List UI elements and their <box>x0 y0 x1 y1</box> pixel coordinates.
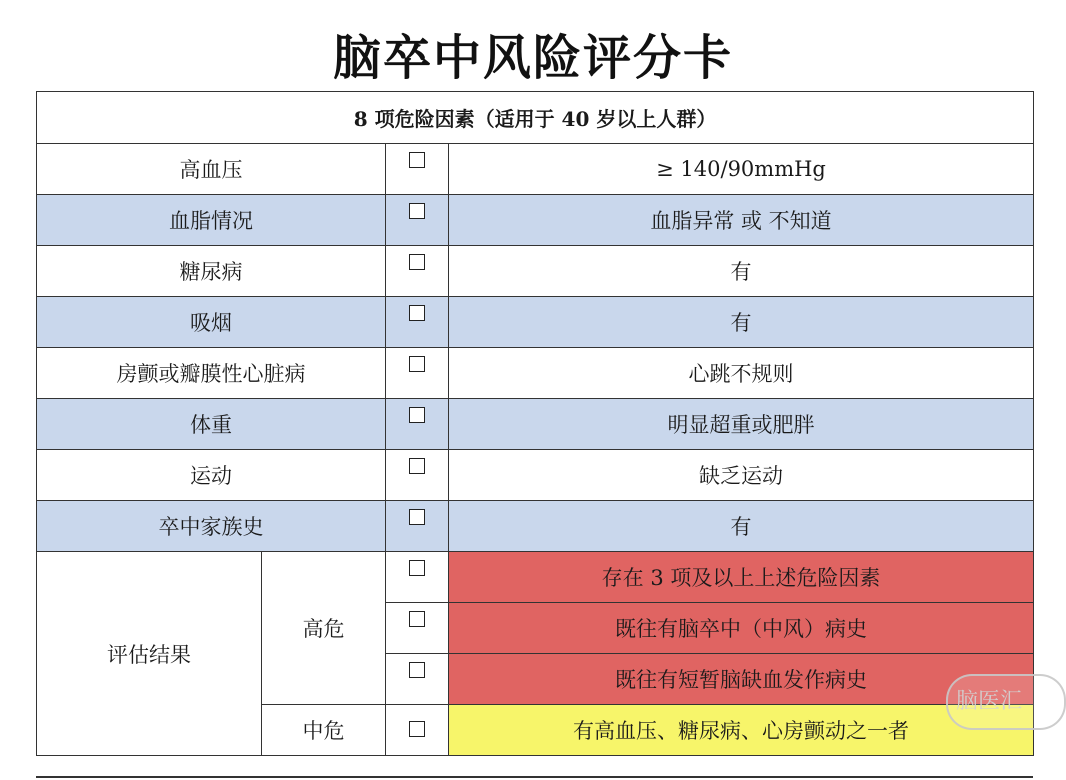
factor-criterion: 血脂异常 或 不知道 <box>449 195 1034 246</box>
checkbox[interactable] <box>409 407 425 423</box>
high-risk-item: 存在 3 项及以上上述危险因素 <box>449 552 1034 603</box>
factor-name: 体重 <box>37 399 386 450</box>
factor-name: 高血压 <box>37 144 386 195</box>
factor-row <box>37 297 1034 348</box>
checkbox[interactable] <box>409 203 425 219</box>
factor-checkbox-cell[interactable] <box>386 195 449 246</box>
factor-criterion: 有 <box>449 501 1034 552</box>
factor-criterion: 有 <box>449 297 1034 348</box>
checkbox[interactable] <box>409 509 425 525</box>
high-risk-item: 既往有脑卒中（中风）病史 <box>449 603 1034 654</box>
risk-score-table <box>36 91 1034 756</box>
factor-checkbox-cell[interactable] <box>386 144 449 195</box>
factor-checkbox-cell[interactable] <box>386 501 449 552</box>
factor-row <box>37 246 1034 297</box>
factor-name: 房颤或瓣膜性心脏病 <box>37 348 386 399</box>
checkbox[interactable] <box>409 356 425 372</box>
factor-checkbox-cell[interactable] <box>386 246 449 297</box>
factor-row <box>37 195 1034 246</box>
factor-checkbox-cell[interactable] <box>386 348 449 399</box>
result-checkbox-cell[interactable] <box>386 654 449 705</box>
factor-name: 运动 <box>37 450 386 501</box>
factor-checkbox-cell[interactable] <box>386 297 449 348</box>
factor-checkbox-cell[interactable] <box>386 450 449 501</box>
result-row <box>37 552 1034 603</box>
checkbox[interactable] <box>409 305 425 321</box>
factor-row <box>37 144 1034 195</box>
factor-criterion: 明显超重或肥胖 <box>449 399 1034 450</box>
factor-row <box>37 450 1034 501</box>
factor-criterion: 缺乏运动 <box>449 450 1034 501</box>
checkbox[interactable] <box>409 458 425 474</box>
checkbox[interactable] <box>409 662 425 678</box>
factor-row <box>37 501 1034 552</box>
checkbox[interactable] <box>409 611 425 627</box>
factor-row <box>37 348 1034 399</box>
table-bottom-border <box>36 776 1033 778</box>
table-header: 8 项危险因素（适用于 40 岁以上人群） <box>37 92 1034 144</box>
factor-criterion: ≥ 140/90mmHg <box>449 144 1034 195</box>
mid-risk-item: 有高血压、糖尿病、心房颤动之一者 <box>449 705 1034 756</box>
factor-name: 糖尿病 <box>37 246 386 297</box>
result-checkbox-cell[interactable] <box>386 705 449 756</box>
high-risk-item: 既往有短暂脑缺血发作病史 <box>449 654 1034 705</box>
table-header-row <box>37 92 1034 144</box>
result-checkbox-cell[interactable] <box>386 603 449 654</box>
factor-checkbox-cell[interactable] <box>386 399 449 450</box>
factor-criterion: 心跳不规则 <box>449 348 1034 399</box>
mid-risk-label: 中危 <box>262 705 386 756</box>
factor-criterion: 有 <box>449 246 1034 297</box>
factor-name: 血脂情况 <box>37 195 386 246</box>
checkbox[interactable] <box>409 560 425 576</box>
checkbox[interactable] <box>409 254 425 270</box>
checkbox[interactable] <box>409 721 425 737</box>
factor-name: 吸烟 <box>37 297 386 348</box>
factor-row <box>37 399 1034 450</box>
factor-name: 卒中家族史 <box>37 501 386 552</box>
watermark-logo: 脑医汇 <box>946 674 1066 730</box>
result-checkbox-cell[interactable] <box>386 552 449 603</box>
result-label: 评估结果 <box>37 552 262 756</box>
high-risk-label: 高危 <box>262 552 386 705</box>
page-title: 脑卒中风险评分卡 <box>332 30 733 86</box>
checkbox[interactable] <box>409 152 425 168</box>
